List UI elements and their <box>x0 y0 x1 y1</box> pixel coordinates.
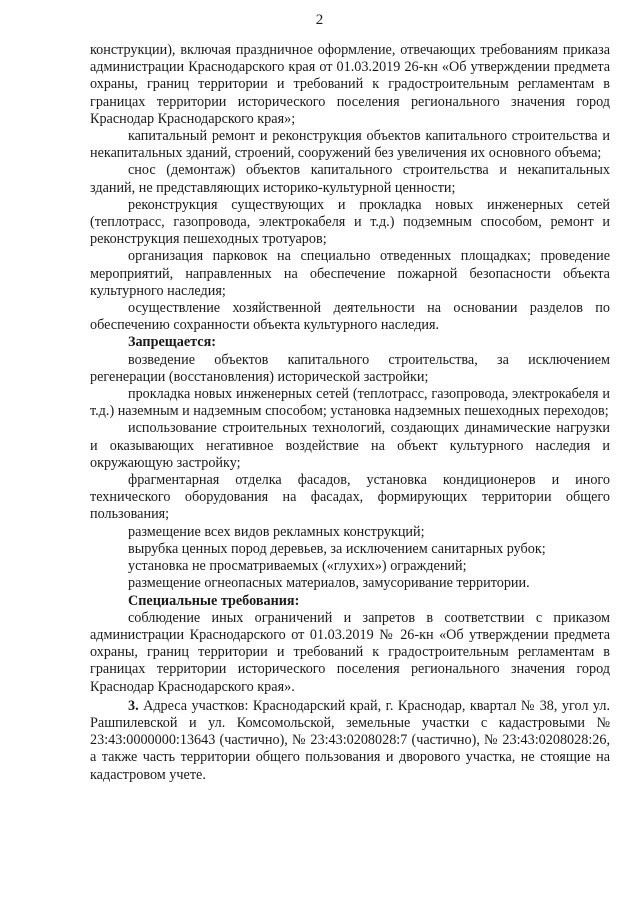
paragraph-compliance: соблюдение иных ограничений и запретов в соответствии с приказом администрации Краснодарского от 01.03.2019 № 26-кн «Об утверждении предмета охраны, границ территории и требований к градостроительным регламентам в границах территории исторического поселения регионального значения город Краснодар Краснодарского края». <box>90 609 610 695</box>
addresses-text: Адреса участков: Краснодарский край, г. Краснодар, квартал № 38, угол ул. Рашпилевской и ул. Комсомольской, земельные участки с кадастровыми № 23:43:0000000:13643 (частично), № 23:43:0208028:7 (частично), № 23:43:0208028:26, а также часть территории общего пользования и дворового участка, не стоящие на кадастровом учете. <box>90 697 610 783</box>
paragraph-no-blind-fences: установка не просматриваемых («глухих») ограждений; <box>128 558 467 575</box>
paragraph-no-dynamic-loads: использование строительных технологий, создающих динамические нагрузки и оказывающих негативное воздействие на объект культурного наследия и окружающую застройку; <box>90 420 610 471</box>
paragraph-no-flammables: размещение огнеопасных материалов, замусоривание территории. <box>128 575 530 592</box>
heading-special-requirements: Специальные требования: <box>128 592 300 609</box>
paragraph-intro: конструкции), включая праздничное оформление, отвечающих требованиям приказа администрации Краснодарского края от 01.03.2019 26-кн «Об утверждении предмета охраны, границ территории и требований к градостроительным регламентам в границах территории исторического поселения регионального значения город Краснодар Краснодарского края»; <box>90 42 610 127</box>
paragraph-no-construction: возведение объектов капитального строительства, за исключением регенерации (восстановления) исторической застройки; <box>90 351 610 385</box>
paragraph-economic-activity: осуществление хозяйственной деятельности на основании разделов по обеспечению сохранности объекта культурного наследия. <box>90 300 610 334</box>
document-body <box>90 42 610 784</box>
paragraph-no-overground-networks: прокладка новых инженерных сетей (теплотрасс, газопровода, электрокабеля и т.д.) наземным и надземным способом; установка надземных пешеходных переходов; <box>90 386 610 420</box>
paragraph-no-advertising: размещение всех видов рекламных конструкций; <box>128 523 425 540</box>
paragraph-parking: организация парковок на специально отведенных площадках; проведение мероприятий, направленных на обеспечение пожарной безопасности объекта культурного наследия; <box>90 248 610 299</box>
paragraph-capital-repair: капитальный ремонт и реконструкция объектов капитального строительства и некапитальных зданий, строений, сооружений без увеличения их основного объема; <box>90 128 610 162</box>
paragraph-demolition: снос (демонтаж) объектов капитального строительства и некапитальных зданий, не представляющих историко-культурной ценности; <box>90 162 610 196</box>
paragraph-no-tree-felling: вырубка ценных пород деревьев, за исключением санитарных рубок; <box>128 540 546 557</box>
page-number: 2 <box>315 12 324 28</box>
heading-prohibited: Запрещается: <box>128 334 216 351</box>
paragraph-no-facade-fragments: фрагментарная отделка фасадов, установка кондиционеров и иного технического оборудования на фасадах, формирующих территории общего пользования; <box>90 472 610 523</box>
paragraph-networks-reconstruction: реконструкция существующих и прокладка новых инженерных сетей (теплотрасс, газопровода, электрокабеля и т.д.) подземным способом, ремонт и реконструкция пешеходных тротуаров; <box>90 196 610 248</box>
paragraph-addresses <box>90 698 610 784</box>
section-number: 3. <box>128 697 139 714</box>
